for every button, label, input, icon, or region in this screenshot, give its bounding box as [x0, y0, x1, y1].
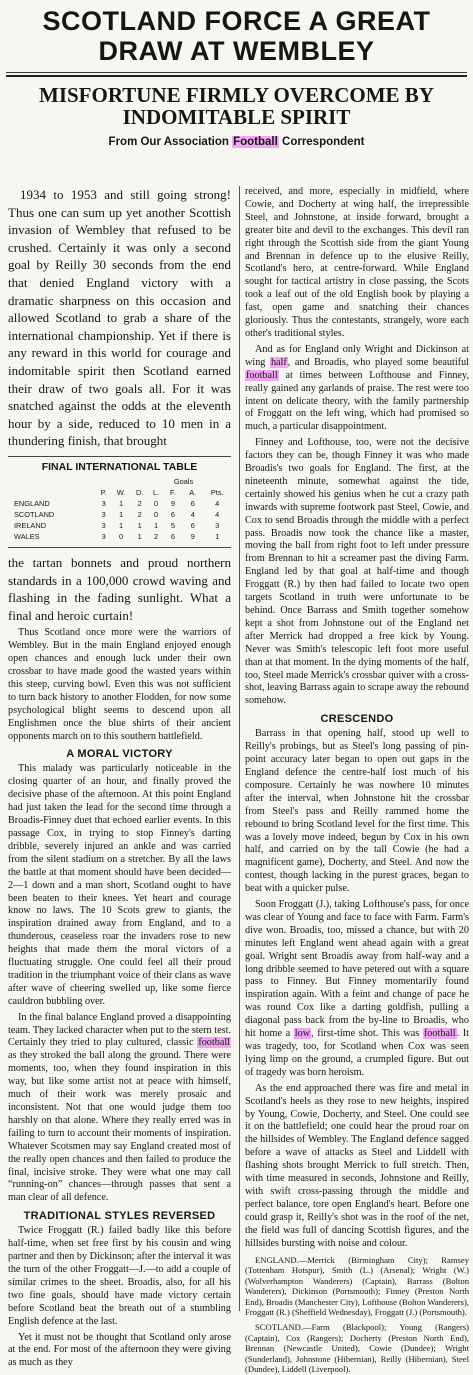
highlight-football: football	[246, 369, 278, 381]
table-team: ENGLAND	[14, 498, 50, 508]
text-run: . It was tragedy, too, for Scotland when Cox was seen lying limp on the ground, a crumpled figure. But out of tragedy was born heroism.	[245, 1028, 469, 1078]
paragraph: Barrass in that opening half, stood up well to Reilly's probings, but as Steel's long passing of pin-point accuracy later began to open out gaps in the England defence the centre-half lost much of his composure. Certainly he was nowhere 10 minutes after the interval, when Johnstone hit the crossbar from Steel's pass and Reilly rammed home the rebound to bring Scotland level for the first time. This was a lovely move indeed, begun by Cox in his own half, and carried on by the tall Cowie (he had a magnificent game), Docherty, and Steel. And now the contest, though lacking in the purest graces, began to beat with a quicker pulse.	[245, 728, 469, 895]
paragraph: received, and more, especially in midfield, where Cowie, and Docherty at wing half, the irrepressible Steel, and Johnstone, at inside forward, brought a greater bite and devil to the exchanges. This devil ran right through the Scottish side from the giant Young and Brennan in defence up to the elusive Reilly, Scotland's hero, at centre-forward. While England sought for tactical artistry in close passing, the Scots took a leaf out of the old English book by playing a fast, open game and snatching their chances gloriously. Thus the contestants, strangely, wore each other's traditional styles.	[245, 186, 469, 339]
text-run: as they stroked the ball along the ground. There were moments, too, when they found inspiration in this way, but like some artist not at peace with himself, much of their work was merely prosaic and inconsistent. Not that one would judge them too harshly on that alone. Where they really erred was in failing to turn to account their moments of inspiration. Whatever Scotsmen may say England created most of the really open chances and then failed to produce the final, incisive stroke. They were what one may call “running-on” chances—through passes that sent a man clear of all defence.	[8, 1050, 231, 1204]
league-table	[8, 456, 231, 548]
paragraph: Twice Froggatt (R.) failed badly like this before half-time, when set free first by his cousin and wing partner and then by Dickinson; after the interval it was the turn of the other Froggatt—J.—to add a couple of similar crimes to the sheet. Broadis, also, for all his two fine goals, should have made victory certain before Scotland beat the breath out of a stumbling English defence at the last.	[8, 1225, 231, 1327]
team-lineup-england: ENGLAND.—Merrick (Birmingham City); Ramsey (Tottenham Hotspur), Smith (L.) (Arsenal); Wright (W.) (Wolverhampton Wanderers) (Captain), Barrass (Bolton Wanderers), Dickinson (Portsmouth); Finney (Preston North End), Broadis (Manchester City), Lofthouse (Bolton Wanderers), Froggatt (R.) (Sheffield Wednesday), Froggatt (J.) (Portsmouth).	[245, 1254, 469, 1318]
lead-paragraph: 1934 to 1953 and still going strong! Thus one can sum up yet another Scottish invasion of Wembley that refused to be crushed. Certainly it was only a second goal by Reilly 30 seconds from the end that denied England victory with a dramatic sharpness on this occasion and allowed Scotland to grab a share of the international championship. Yet if there is any reward in this world for courage and indomitable spirit then Scotland earned their draw of two goals all. For it was snatched against the odds at the eleventh hour by a side, reduced to 10 men in a thundering finish, that brought	[8, 187, 231, 449]
section-heading-crescendo: CRESCENDO	[320, 713, 394, 726]
text-run: Soon Froggatt (J.), taking Lofthouse's pass, for once was clear of Young and face to face with Farm. Farm's dive won. Broadis, too, missed a chance, but with 20 minutes left England went ahead again with a great goal. Wright sent Broadis away from half-way and a long dribble seemed to have petered out with a square pass to Finney. But Finney momentarily found inspiration again. With a feint and change of pace he was round Cox like a darting goldfish, pulling a diagonal pass back from the by-line to Broadis, who hit home a	[245, 899, 469, 1040]
table-cell: 2	[137, 509, 142, 519]
table-cell: 2	[154, 531, 159, 541]
table-cell: 3	[215, 520, 220, 530]
table-cell: 3	[101, 498, 106, 508]
table-cell: 5	[170, 520, 175, 530]
table-cell: 1	[215, 531, 220, 541]
table-cell: 1	[118, 498, 124, 508]
text-run: at times between Lofthouse and Finney, really gained any garlands of praise. The rest were too intent on delicate theory, with the family partnership of Froggatt on the left wing, which had promised so much, a particular disappointment.	[245, 369, 469, 433]
headline: SCOTLAND FORCE A GREAT DRAW AT WEMBLEY	[42, 6, 431, 66]
paragraph: This malady was particularly noticeable in the closing quarter of an hour, and finally proved the decisive phase of the afternoon. At this point England had just taken the lead for the second time through a Broadis-Finney duet that echoed earlier events. In this passage Cox, in trying to stop Finney's darting dribble, severely injured an ankle and was carried from the silent stadium on a stretcher. By all the laws the battle at that moment should have been decided—2—1 down and a man short, Scotland ought to have been beaten to their knees. Yet heart and courage know no laws. The 10 Scots grew to giants, the inspiration drained away from England, and to a thunderous, ceaseless roar the invaders rose to new heights that made them the moral victors of a fluctuating struggle. One could feel all their proud tradition in the triumphant voice of their clans as wave after wave of cheering swelled up, like some fierce cauldron bubbling over.	[8, 763, 231, 1007]
highlight-football: football	[198, 1037, 230, 1049]
text-run: , first-time shot. This was	[311, 1028, 423, 1040]
article-columns	[8, 186, 469, 1375]
table-team: SCOTLAND	[14, 509, 55, 519]
table-cell: 2	[137, 498, 142, 508]
table-header: W.	[116, 487, 126, 497]
paragraph: As the end approached there was fire and metal in Scotland's heels as they rose to new heights, inspired by Young, Cowie, Docherty, and Steel. One could see it on the battlefield; one could hear the proud roar on the hillsides of Wembley. The England defence sagged before a wave of attacks as Steel and Liddell with flashing shots brought Merrick to full stretch. Then, with time measured in seconds, Johnstone and Reilly, with swift cross-passing through the middle and perfect balance, tore open England's heart. Before one could grasp it, Reilly's shot was in the roof of the net, the field was full of dancing Scottish figures, and the hillsides bursting with noise and colour.	[245, 1082, 469, 1249]
paragraph-after-table: the tartan bonnets and proud northern standards in a 100,000 crowd waving and flashing in the fading sunlight. What a final and heroic curtain!	[8, 554, 231, 623]
table-cell: 6	[170, 509, 175, 519]
table-team: IRELAND	[14, 520, 47, 530]
paragraph: Yet it must not be thought that Scotland only arose at the end. For most of the afternoon they were giving as much as they	[8, 1331, 231, 1369]
table-cell: 4	[215, 509, 220, 519]
table-cell: 3	[101, 520, 106, 530]
table-row	[8, 509, 231, 520]
table-goals-label: Goals	[173, 476, 194, 486]
table-cell: 1	[137, 520, 142, 530]
text-run: , and Broadis, who played some beautiful	[287, 356, 469, 368]
table-cell: 1	[118, 520, 124, 530]
table-header: A.	[189, 487, 197, 497]
article-column-right	[239, 186, 469, 1375]
table-cell: 1	[137, 531, 142, 541]
subheadline: MISFORTUNE FIRMLY OVERCOME BY INDOMITABLE SPIRIT	[39, 83, 434, 129]
table-header: L.	[153, 487, 160, 497]
table-team: WALES	[14, 531, 40, 541]
table-cell: 3	[101, 509, 106, 519]
table-header-row	[8, 487, 231, 498]
paragraph	[245, 344, 469, 434]
section-heading-moral-victory: A MORAL VICTORY	[66, 748, 173, 761]
byline	[0, 136, 473, 148]
table-row	[8, 520, 231, 531]
highlight-football: football	[423, 1028, 456, 1040]
table-header: Pts.	[210, 487, 224, 497]
highlight-low: low	[294, 1028, 311, 1040]
table-header: D.	[135, 487, 144, 497]
table-cell: 3	[101, 531, 106, 541]
table-header: P.	[100, 487, 107, 497]
table-cell: 4	[215, 498, 220, 508]
table-cell: 9	[190, 531, 195, 541]
table-title: FINAL INTERNATIONAL TABLE	[41, 460, 198, 473]
byline-post: Correspondent	[278, 136, 365, 148]
byline-pre: From Our Association	[108, 136, 233, 148]
table-cell: 6	[190, 520, 195, 530]
table-goals-row	[8, 476, 231, 487]
table-cell: 0	[154, 498, 159, 508]
table-cell: 1	[118, 509, 124, 519]
table-cell: 4	[190, 509, 195, 519]
table-cell: 9	[170, 498, 175, 508]
table-row	[8, 498, 231, 509]
table-grid	[8, 476, 231, 542]
headline-rule	[6, 72, 467, 73]
table-header: F.	[170, 487, 176, 497]
table-cell: 1	[154, 520, 159, 530]
table-row	[8, 531, 231, 542]
headline-rule-thick	[6, 75, 467, 77]
team-lineup-scotland: SCOTLAND.—Farm (Blackpool); Young (Rangers) (Captain), Cox (Rangers); Docherty (Preston North End), Brennan (Newcastle United), Cowie (Dundee); Wright (Sunderland), Johnstone (Hibernian), Reilly (Hibernian), Steel (Dundee), Liddell (Liverpool).	[245, 1322, 469, 1375]
paragraph	[245, 899, 469, 1080]
table-cell: 6	[170, 531, 175, 541]
paragraph: Thus Scotland once more were the warriors of Wembley. But in the main England enjoyed enough open chances and enough luck under their own crossbar to have made good the wasted years within this steep, curving bowl. Even this was not sufficient to turn back history to another Flodden, for now some psychological blight seems to descend upon all Englishmen once the blue shirts of their ancient opponents march on to this southern battlefield.	[8, 627, 231, 742]
text-run: And as for England only Wright and Dickinson at wing	[245, 343, 469, 368]
table-cell: 0	[118, 531, 124, 541]
article-column-left	[8, 186, 231, 1369]
table-cell: 0	[154, 509, 159, 519]
text-run: In the final balance England proved a disappointing team. They lacked character when put to the stern test. Certainly they tried to play cultured, classic	[8, 1011, 231, 1049]
highlight-half: half	[270, 356, 287, 368]
table-cell: 6	[190, 498, 195, 508]
newspaper-page	[0, 6, 473, 1375]
paragraph	[8, 1012, 231, 1206]
byline-highlight: Football	[233, 136, 278, 148]
section-heading-traditional-styles: TRADITIONAL STYLES REVERSED	[23, 1210, 216, 1223]
paragraph: Finney and Lofthouse, too, were not the decisive factors they can be, though Finney it was who made Broadis's two goals for England. The first, at the nineteenth minute, somewhat against the tide, certainly showed his genius when he cut a crazy path inwards with supreme footwork past Steel, Cowie, and Cox to send Broadis through the middle with a perfect pass. Broadis now took the chance like a master, moving the ball from right foot to left under pressure from Brennan to hit a screamer past the diving Farm. England led by that goal at half-time and though Froggatt (R.) by then had failed to locate two open targets Scotland in truth were unfortunate to be behind. Once Barrass and Smith together somehow kept a shot from Johnstone out of the England net after Merrick had dropped a free kick by Young. Never was Smith's telescopic left foot more useful than at that moment. In the dying moments of the half, too, Steel made Merrick's crossbar quiver with a cross-shot, leaving Barrass again to scrape away the rebound somehow.	[245, 437, 469, 707]
